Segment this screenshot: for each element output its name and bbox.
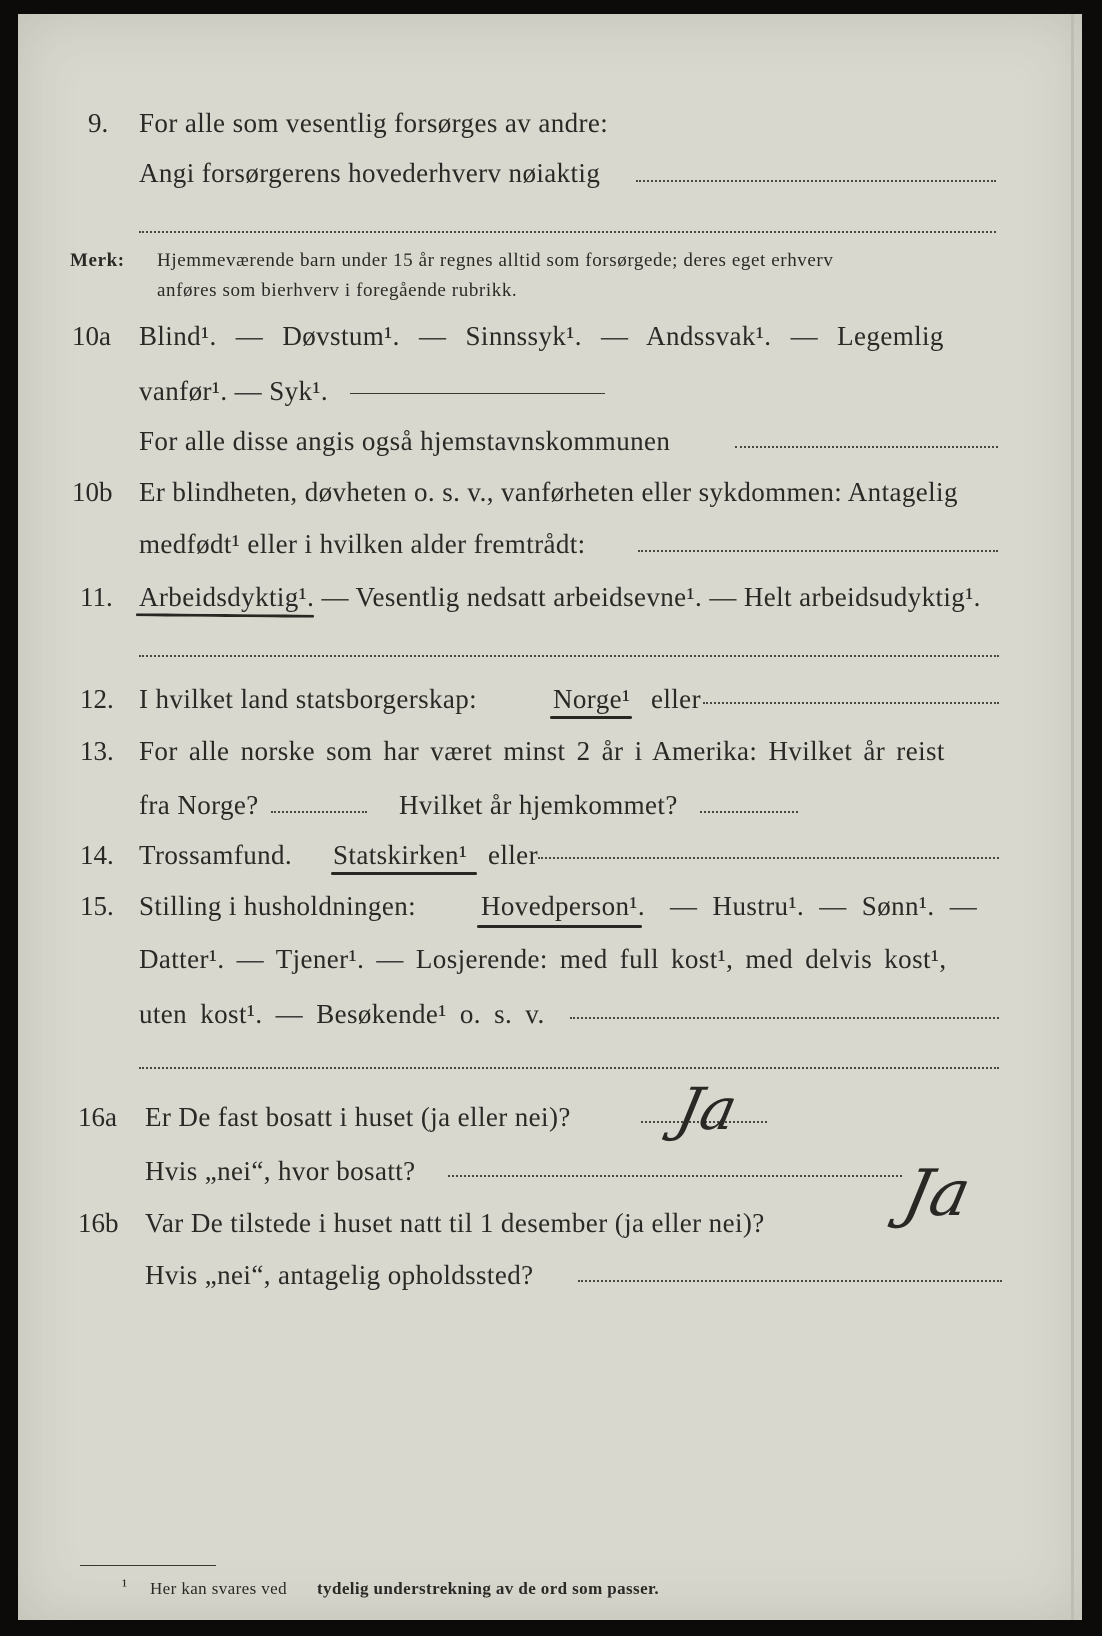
merk-text-2: anføres som bierhverv i foregående rubrikk. <box>157 280 518 301</box>
merk-label: Merk: <box>70 250 125 271</box>
q12-option-norge[interactable]: Norge¹ <box>553 684 631 714</box>
q10a-text: Blind¹. — Døvstum¹. — Sinnssyk¹. — Andssvak¹. — Legemlig <box>139 321 944 351</box>
q14-number: 14. <box>80 840 114 870</box>
q13-answer-line-2[interactable] <box>700 811 798 813</box>
q16b-text-2: Hvis „nei“, antagelig opholdssted? <box>145 1260 534 1290</box>
q10a-answer-line-2[interactable] <box>735 446 998 448</box>
q15-answer-line[interactable] <box>570 1017 999 1019</box>
q15-text-2: — Hustru¹. — Sønn¹. — <box>670 891 978 921</box>
q11-answer-line[interactable] <box>139 655 999 657</box>
q14-answer-line[interactable] <box>538 857 999 859</box>
q16a-answer-line-2[interactable] <box>448 1175 902 1177</box>
q13-text-3: Hvilket år hjemkommet? <box>399 790 678 820</box>
footnote-text-bold: tydelig understrekning av de ord som passer. <box>317 1579 660 1598</box>
q9-answer-line[interactable] <box>636 180 996 182</box>
q15-answer-line-2[interactable] <box>139 1067 999 1069</box>
q15-option-hovedperson[interactable]: Hovedperson¹. <box>481 891 646 921</box>
q12-text-2: eller <box>651 684 701 714</box>
q11-number: 11. <box>80 582 113 612</box>
q9-number: 9. <box>88 108 109 138</box>
q15-text-4: uten kost¹. — Besøkende¹ o. s. v. <box>139 999 545 1029</box>
footnote-text: Her kan svares ved <box>150 1579 288 1598</box>
q10a-text-3: For alle disse angis også hjemstavnskommunen <box>139 426 671 456</box>
q11-text: Arbeidsdyktig¹. — Vesentlig nedsatt arbeidsevne¹. — Helt arbeidsudyktig¹. <box>139 582 981 612</box>
q13-number: 13. <box>80 736 114 766</box>
q10b-answer-line[interactable] <box>638 550 998 552</box>
q15-text-3: Datter¹. — Tjener¹. — Losjerende: med full kost¹, med delvis kost¹, <box>139 944 947 974</box>
q14-text-2: eller <box>488 840 538 870</box>
q10a-text-2: vanfør¹. — Syk¹. <box>139 376 329 406</box>
q16a-text-2: Hvis „nei“, hvor bosatt? <box>145 1156 416 1186</box>
q9-text: For alle som vesentlig forsørges av andre: <box>139 108 609 138</box>
q14-text: Trossamfund. <box>139 840 293 870</box>
q16b-answer-line[interactable] <box>578 1280 1002 1282</box>
q15-number: 15. <box>80 891 114 921</box>
q16a-number: 16a <box>78 1102 117 1132</box>
q15-text: Stilling i husholdningen: <box>139 891 417 921</box>
q15-answer-underline <box>477 925 642 928</box>
q10b-number: 10b <box>72 477 113 507</box>
q16b-handwritten-answer: Ja <box>897 1157 977 1231</box>
q10b-text: Er blindheten, døvheten o. s. v., vanførheten eller sykdommen: Antagelig <box>139 477 958 507</box>
q16a-handwritten-answer: Ja <box>670 1075 744 1143</box>
q13-text-2: fra Norge? <box>139 790 259 820</box>
q13-answer-line[interactable] <box>271 811 367 813</box>
q16a-text: Er De fast bosatt i huset (ja eller nei)? <box>145 1102 571 1132</box>
q10a-answer-line[interactable] <box>350 393 605 394</box>
q13-text: For alle norske som har været minst 2 år i Amerika: Hvilket år reist <box>139 736 945 766</box>
merk-text: Hjemmeværende barn under 15 år regnes alltid som forsørgede; deres eget erhverv <box>157 250 834 271</box>
q10a-number: 10a <box>72 321 111 351</box>
q14-option-statskirken[interactable]: Statskirken¹ <box>333 840 468 870</box>
q16b-number: 16b <box>78 1208 119 1238</box>
q16b-text: Var De tilstede i huset natt til 1 desember (ja eller nei)? <box>145 1208 765 1238</box>
q12-text: I hvilket land statsborgerskap: <box>139 684 478 714</box>
q10b-text-2: medfødt¹ eller i hvilken alder fremtrådt: <box>139 529 586 559</box>
footnote-rule <box>80 1565 216 1566</box>
q9-answer-line-2[interactable] <box>139 231 996 233</box>
q12-number: 12. <box>80 684 114 714</box>
q9-text-2: Angi forsørgerens hovederhverv nøiaktig <box>139 158 601 188</box>
footnote-mark: ¹ <box>122 1576 128 1595</box>
q12-answer-underline <box>550 716 632 719</box>
q12-answer-line[interactable] <box>703 702 999 704</box>
q14-answer-underline <box>331 872 477 875</box>
